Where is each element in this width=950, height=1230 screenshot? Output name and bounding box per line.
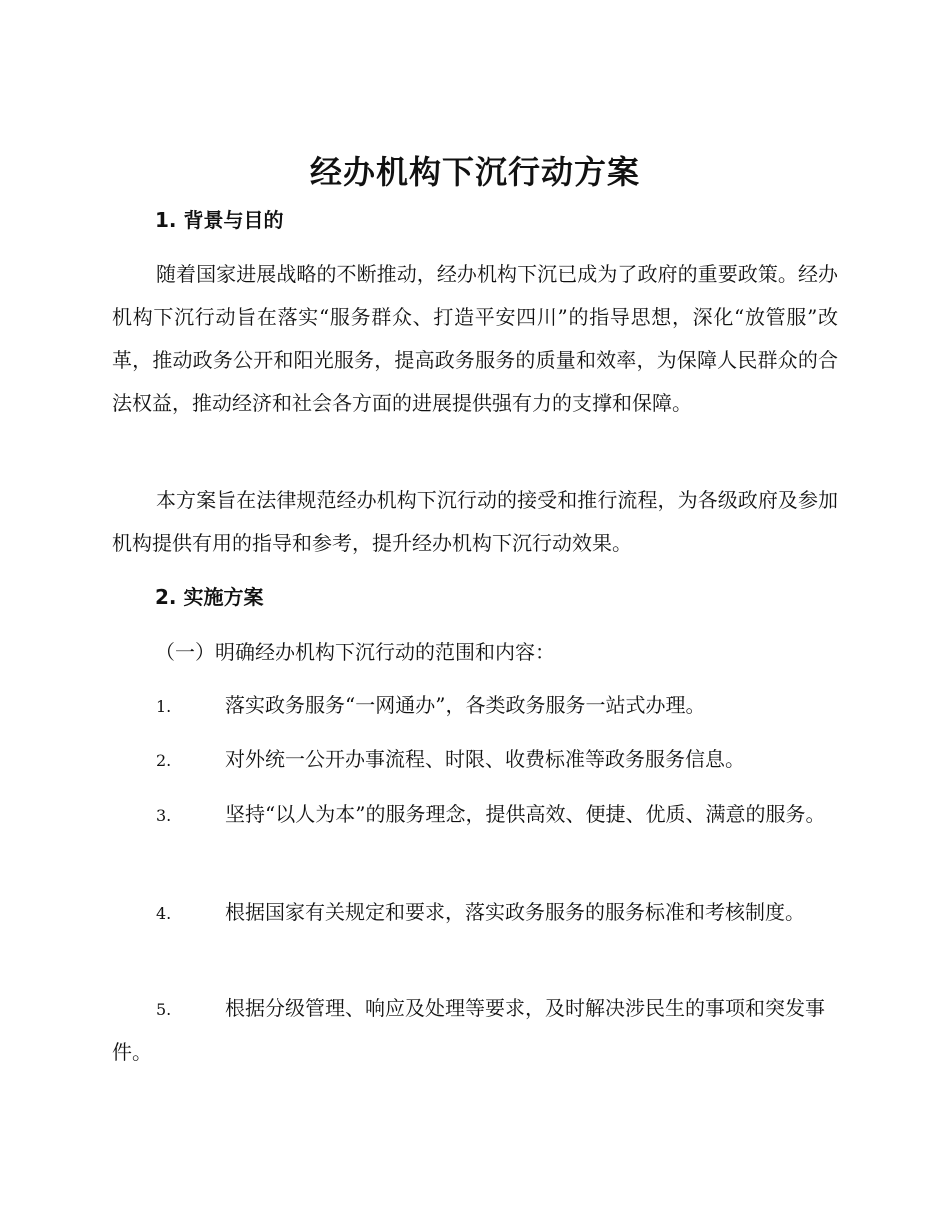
document-title: 经办机构下沉行动方案 bbox=[309, 153, 640, 191]
section-1-paragraph-1: 随着国家进展战略的不断推动，经办机构下沉已成为了政府的重要政策。经办机构下沉行动旨在落实“服务群众、打造平安四川”的指导思想，深化“放管服”改革，推动政务公开和阳光服务，提高政务服务的质量和效率，为保障人民群众的合法权益，推动经济和社会各方面的进展提供强有力的支撑和保障。 bbox=[112, 262, 838, 415]
list-item-text: 落实政务服务“一网通办”，各类政务服务一站式办理。 bbox=[225, 693, 706, 717]
list-item bbox=[112, 891, 838, 935]
list-item-text: 根据国家有关规定和要求，落实政务服务的服务标准和考核制度。 bbox=[225, 900, 805, 924]
list-item-number: 5. bbox=[156, 1000, 172, 1019]
section-1-paragraph-2: 本方案旨在法律规范经办机构下沉行动的接受和推行流程，为各级政府及参加机构提供有用的指导和参考，提升经办机构下沉行动效果。 bbox=[112, 488, 838, 555]
section-2-heading: 2. 实施方案 bbox=[155, 585, 264, 609]
list-item bbox=[112, 738, 838, 782]
section-2-subheading: （一）明确经办机构下沉行动的范围和内容： bbox=[155, 640, 555, 664]
list-item bbox=[112, 684, 838, 728]
list-item bbox=[112, 793, 838, 837]
list-item-text: 坚持“以人为本”的服务理念，提供高效、便捷、优质、满意的服务。 bbox=[225, 802, 826, 826]
list-item-number: 3. bbox=[156, 806, 172, 825]
list-item-number: 2. bbox=[156, 751, 172, 770]
list-item-number: 1. bbox=[156, 697, 172, 716]
list-item-text: 根据分级管理、响应及处理等要求，及时解决涉民生的事项和突发事件。 bbox=[112, 996, 825, 1064]
section-1-heading: 1. 背景与目的 bbox=[155, 208, 284, 232]
list-item-text: 对外统一公开办事流程、时限、收费标准等政务服务信息。 bbox=[225, 747, 745, 771]
list-item bbox=[112, 987, 838, 1074]
list-item-number: 4. bbox=[156, 904, 172, 923]
